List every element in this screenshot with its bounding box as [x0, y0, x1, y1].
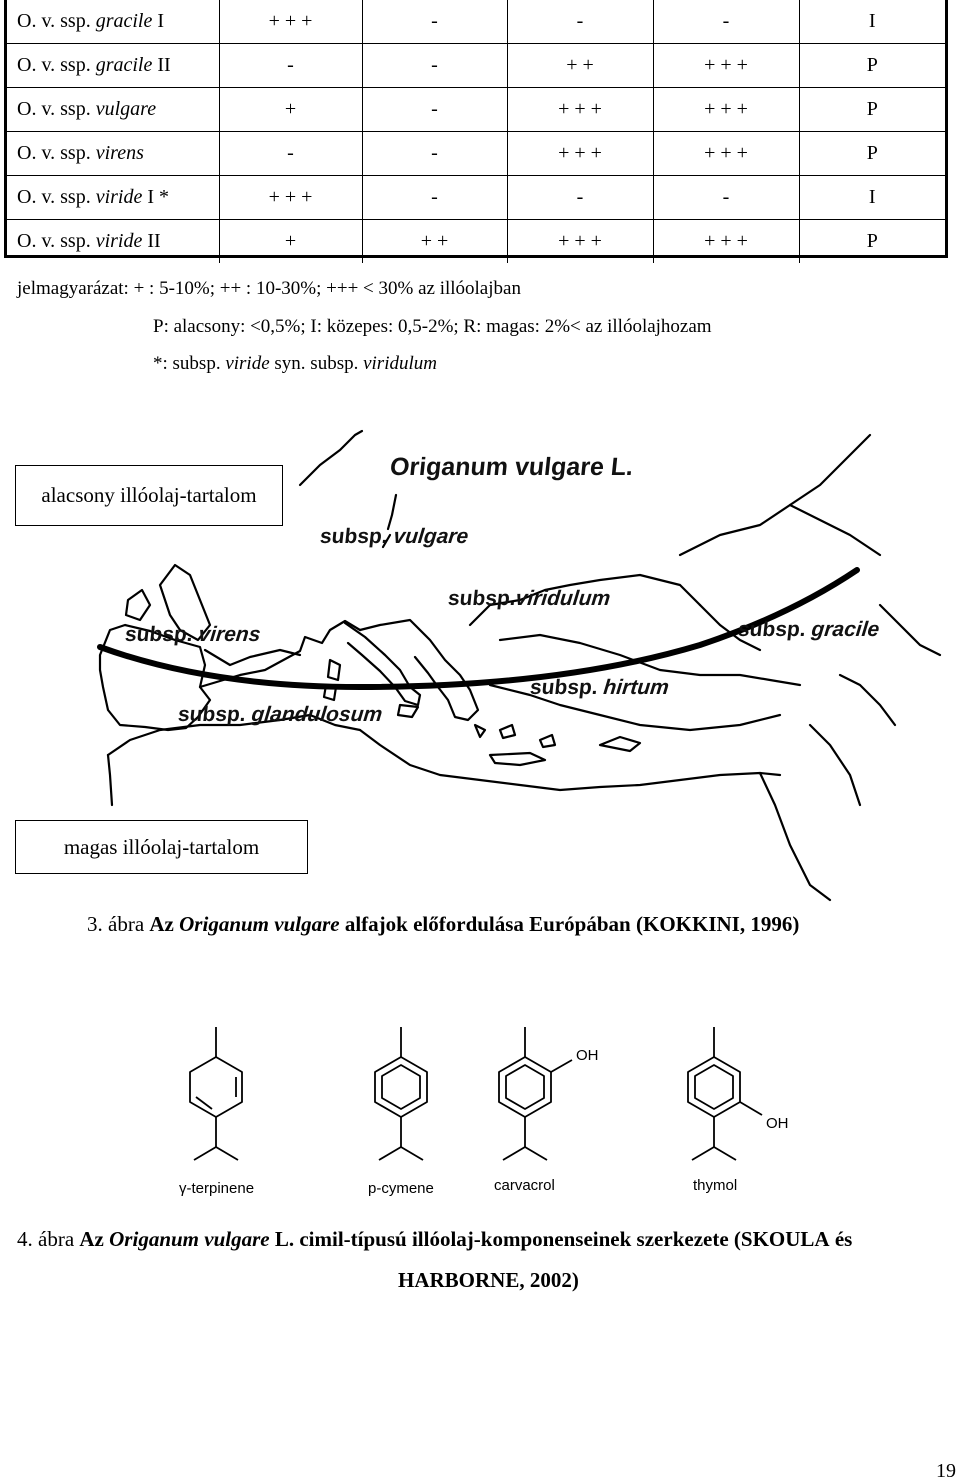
table-cell-c2: -: [362, 176, 507, 220]
carvacrol-oh-label: OH: [576, 1047, 599, 1064]
taxon-name-cell: O. v. ssp. viride II: [7, 220, 219, 264]
table-cell-c4: + + +: [653, 132, 799, 176]
table-cell-c1: + + +: [219, 176, 362, 220]
taxon-name-cell: O. v. ssp. vulgare: [7, 88, 219, 132]
table-cell-c1: -: [219, 132, 362, 176]
gamma-terpinene-label: γ-terpinene: [179, 1180, 255, 1197]
p-cymene-label: p-cymene: [368, 1180, 434, 1197]
table-cell-c4: + + +: [653, 44, 799, 88]
molecule-structures: [0, 1015, 960, 1205]
table-cell-c2: + +: [362, 220, 507, 264]
table-cell-c2: -: [362, 44, 507, 88]
table-cell-c3: + +: [507, 44, 653, 88]
legend-line-3: *: subsp. viride syn. subsp. viridulum: [153, 353, 437, 374]
table-cell-c1: + + +: [219, 0, 362, 44]
table-row: [7, 0, 945, 44]
table-row: [7, 132, 945, 176]
label-subsp-glandulosum: subsp. glandulosum: [176, 703, 384, 726]
table-cell-c4: -: [653, 176, 799, 220]
table-cell-c3: + + +: [507, 88, 653, 132]
oil-content-table: [4, 0, 948, 258]
legend-line-2: P: alacsony: <0,5%; I: közepes: 0,5-2%; R: magas: 2%< az illóolajhozam: [153, 316, 712, 337]
thymol-label: thymol: [693, 1177, 738, 1194]
table-cell-c5: P: [799, 44, 945, 88]
table-cell-c1: +: [219, 220, 362, 264]
table-cell-c1: -: [219, 44, 362, 88]
legend-line-1: jelmagyarázat: + : 5-10%; ++ : 10-30%; +++ < 30% az illóolajban: [17, 278, 521, 299]
label-subsp-viridulum: subsp.viridulum: [446, 587, 612, 610]
p-cymene-structure: [375, 1027, 427, 1160]
table-cell-c5: I: [799, 0, 945, 44]
thymol-structure: [688, 1027, 762, 1160]
table-cell-c2: -: [362, 0, 507, 44]
table-cell-c3: -: [507, 176, 653, 220]
table-cell-c3: -: [507, 0, 653, 44]
gamma-terpinene-structure: [190, 1027, 242, 1160]
figure-4-caption-line-1: 4. ábra Az Origanum vulgare L. cimil-típusú illóolaj-komponenseinek szerkezete (SKOULA és: [17, 1227, 853, 1251]
taxon-name-cell: O. v. ssp. gracile II: [7, 44, 219, 88]
map-title: Origanum vulgare L.: [388, 453, 635, 481]
carvacrol-structure: [499, 1027, 572, 1160]
page-number: 19: [936, 1460, 956, 1482]
label-subsp-gracile: subsp. gracile: [736, 618, 881, 641]
table-row: [7, 44, 945, 88]
table-row: [7, 220, 945, 264]
table-cell-c1: +: [219, 88, 362, 132]
taxon-name-cell: O. v. ssp. viride I *: [7, 176, 219, 220]
table-cell-c3: + + +: [507, 132, 653, 176]
low-oil-content-box: alacsony illóolaj-tartalom: [15, 465, 283, 526]
table-row: [7, 88, 945, 132]
table-row: [7, 176, 945, 220]
label-subsp-hirtum: subsp. hirtum: [528, 676, 671, 699]
high-oil-content-box: magas illóolaj-tartalom: [15, 820, 308, 874]
table-cell-c3: + + +: [507, 220, 653, 264]
figure-4-caption-line-2: HARBORNE, 2002): [398, 1268, 579, 1292]
thymol-oh-label: OH: [766, 1115, 789, 1132]
structure-drawings: [0, 1015, 960, 1205]
figure-3-caption: 3. ábra Az Origanum vulgare alfajok előfordulása Európában (KOKKINI, 1996): [87, 912, 800, 936]
taxon-name-cell: O. v. ssp. gracile I: [7, 0, 219, 44]
table-cell-c4: + + +: [653, 220, 799, 264]
taxon-name-cell: O. v. ssp. virens: [7, 132, 219, 176]
table-cell-c5: I: [799, 176, 945, 220]
table-cell-c5: P: [799, 132, 945, 176]
table-cell-c4: + + +: [653, 88, 799, 132]
table-cell-c2: -: [362, 132, 507, 176]
table-cell-c4: -: [653, 0, 799, 44]
table-cell-c5: P: [799, 88, 945, 132]
table-cell-c5: P: [799, 220, 945, 264]
label-subsp-vulgare: subsp. vulgare: [318, 525, 470, 548]
table-cell-c2: -: [362, 88, 507, 132]
label-subsp-virens: subsp. virens: [123, 623, 262, 646]
carvacrol-label: carvacrol: [494, 1177, 555, 1194]
